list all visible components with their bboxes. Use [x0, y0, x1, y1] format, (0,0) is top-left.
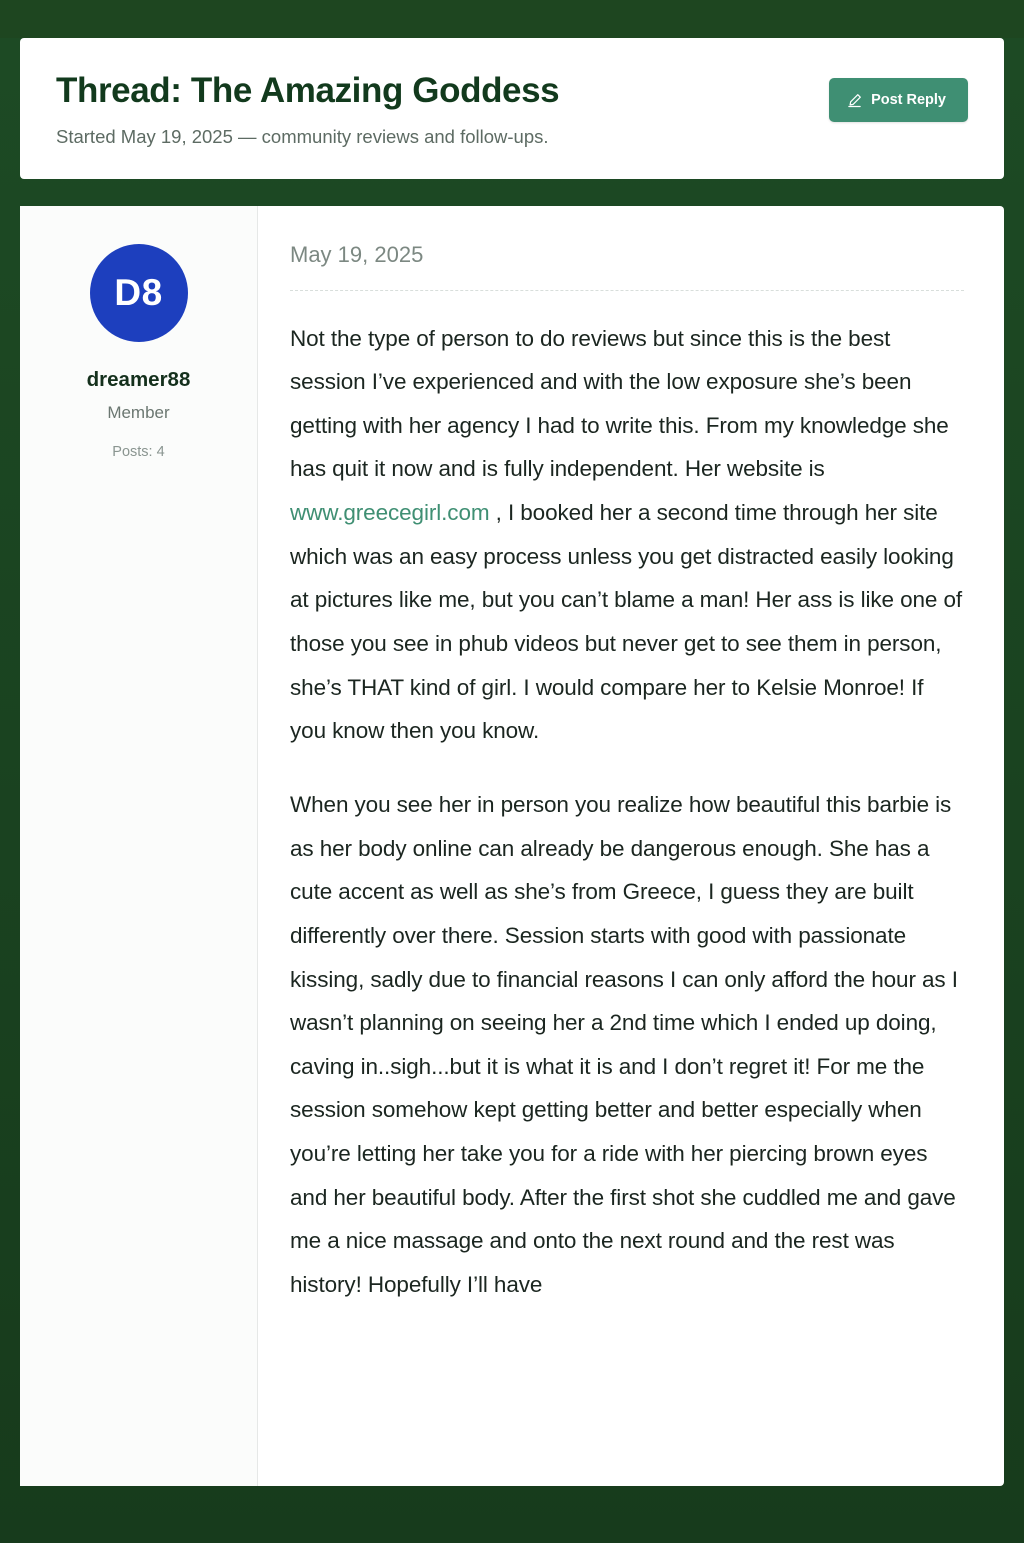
avatar: D8 [90, 244, 188, 342]
thread-subtitle: Started May 19, 2025 — community reviews and follow-ups. [56, 125, 549, 147]
post-paragraph-1 [290, 317, 964, 753]
thread-header-card [20, 38, 1004, 179]
post-paragraph-1-part-1: Not the type of person to do reviews but since this is the best session I’ve experienced and with the low exposure she’s been getting with her agency I had to write this. From my knowledge she has quit it now and is fully independent. Her website is [290, 325, 949, 482]
post-content [258, 206, 1004, 1486]
post-reply-button[interactable] [829, 78, 968, 122]
post-author-panel [20, 206, 258, 1486]
post-body [290, 317, 964, 1307]
author-post-count: Posts: 4 [112, 443, 165, 460]
page-background [0, 38, 1024, 1543]
post-paragraph-2: When you see her in person you realize how beautiful this barbie is as her body online can already be dangerous enough. She has a cute accent as well as she’s from Greece, I guess they are built differently over there. Session starts with good with passionate kissing, sadly due to financial reasons I can only afford the hour as I wasn’t planning on seeing her a 2nd time which I ended up doing, caving in..sigh...but it is what it is and I don’t regret it! For me the session somehow kept getting better and better especially when you’re letting her take you for a ride with her piercing brown eyes and her beautiful body. After the first shot she cuddled me and gave me a nice massage and onto the next round and the rest was history! Hopefully I’ll have [290, 791, 958, 1297]
compose-icon [847, 93, 862, 108]
post-reply-label: Post Reply [871, 92, 946, 108]
post-date: May 19, 2025 [290, 242, 964, 291]
post-paragraph-1-part-2: , I booked her a second time through her site which was an easy process unless you get distracted easily looking at pictures like me, but you can’t blame a man! Her ass is like one of those you see in phub videos but never get to see them in person, she’s THAT kind of girl. I would compare her to Kelsie Monroe! If you know then you know. [290, 500, 963, 744]
website-link[interactable]: www.greecegirl.com [290, 500, 490, 526]
thread-header-text [56, 72, 829, 149]
post-card [20, 206, 1004, 1486]
author-username[interactable]: dreamer88 [86, 367, 191, 391]
author-role: Member [107, 402, 170, 422]
page-title: Thread: The Amazing Goddess [56, 71, 560, 110]
